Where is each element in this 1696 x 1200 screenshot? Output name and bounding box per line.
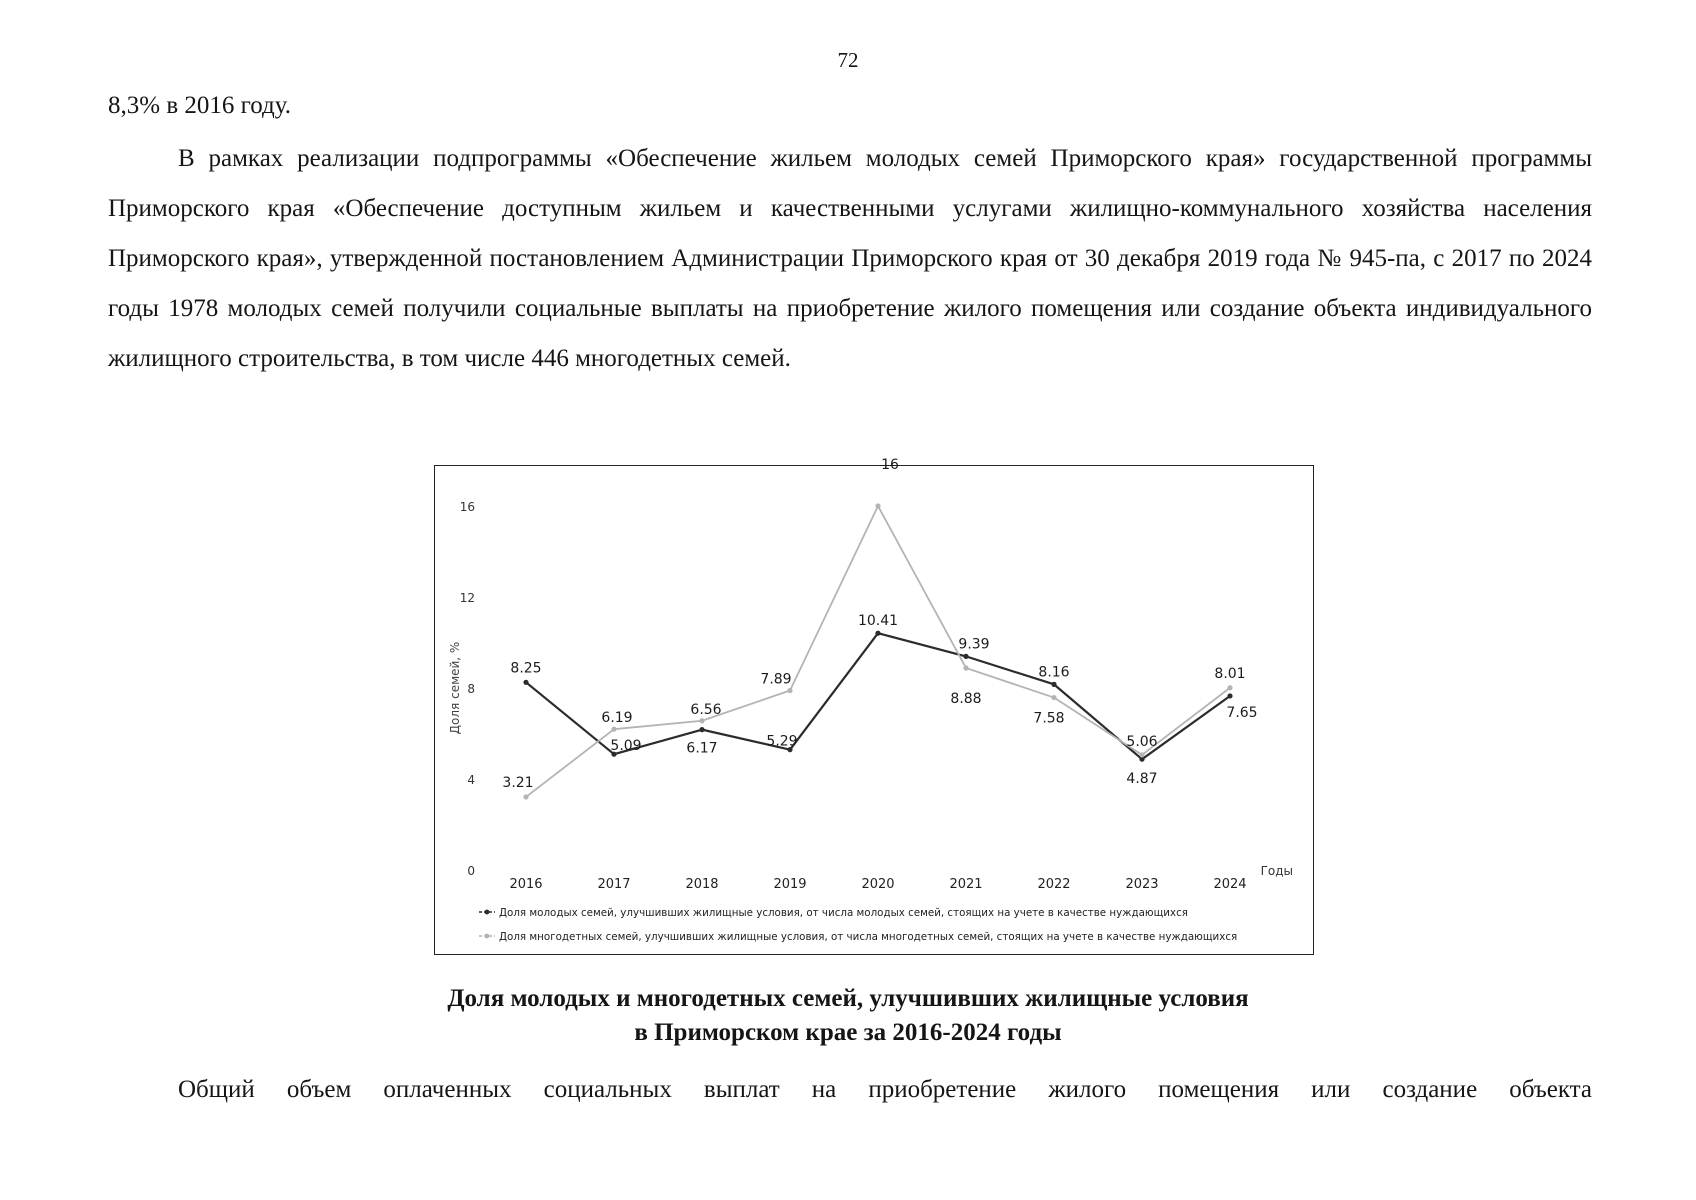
data-point xyxy=(1227,693,1232,698)
data-label: 7.65 xyxy=(1226,704,1258,721)
y-tick-label: 8 xyxy=(467,682,475,696)
legend-marker-1 xyxy=(485,910,490,915)
data-label: 5.29 xyxy=(766,733,798,750)
data-point xyxy=(1139,752,1144,757)
data-point xyxy=(963,665,968,670)
paragraph-continuation: 8,3% в 2016 году. xyxy=(108,92,292,119)
data-label: 7.58 xyxy=(1033,710,1065,727)
data-point xyxy=(787,688,792,693)
y-tick-label: 0 xyxy=(467,864,475,878)
chart-caption-line-1: Доля молодых и многодетных семей, улучшивших жилищные условия xyxy=(447,985,1249,1012)
data-point xyxy=(523,794,528,799)
data-label: 7.89 xyxy=(760,671,792,688)
data-point xyxy=(611,727,616,732)
x-tick-label: 2023 xyxy=(1125,877,1159,892)
chart-caption-line-2: в Приморском крае за 2016-2024 годы xyxy=(634,1019,1062,1046)
x-tick-label: 2018 xyxy=(685,877,719,892)
data-label: 4.87 xyxy=(1126,771,1158,788)
paragraph-payments: Общий объем оплаченных социальных выплат на приобретение жилого помещения или создание объекта xyxy=(178,1076,1592,1103)
data-point xyxy=(1051,695,1056,700)
data-point xyxy=(699,727,704,732)
x-tick-label: 2020 xyxy=(861,877,895,892)
line-chart xyxy=(435,457,1315,956)
x-tick-label: 2021 xyxy=(949,877,983,892)
data-point xyxy=(523,680,528,685)
data-label: 6.56 xyxy=(690,701,722,718)
data-label: 8.16 xyxy=(1038,664,1070,681)
x-tick-label: 2022 xyxy=(1037,877,1071,892)
y-tick-label: 12 xyxy=(459,591,475,605)
data-label: 8.88 xyxy=(950,690,982,707)
x-tick-label: 2024 xyxy=(1213,877,1247,892)
y-axis-label: Доля семей, % xyxy=(448,641,462,735)
legend-marker-2 xyxy=(485,934,490,939)
data-label: 6.19 xyxy=(601,710,633,727)
legend-entry: Доля многодетных семей, улучшивших жилищные условия, от числа многодетных семей, стоящих на учете в качестве нуждающихся xyxy=(499,931,1238,943)
x-tick-label: 2016 xyxy=(509,877,543,892)
data-label: 16 xyxy=(881,457,899,473)
data-label: 9.39 xyxy=(958,636,990,653)
data-point xyxy=(875,631,880,636)
chart-caption xyxy=(0,982,1696,1050)
x-tick-label: 2019 xyxy=(773,877,807,892)
data-point xyxy=(875,503,880,508)
x-tick-label: 2017 xyxy=(597,877,631,892)
data-point xyxy=(1227,685,1232,690)
data-label: 3.21 xyxy=(502,774,534,791)
data-point xyxy=(1051,682,1056,687)
data-label: 5.09 xyxy=(610,738,642,755)
paragraph-subprogram: В рамках реализации подпрограммы «Обеспечение жильем молодых семей Приморского края» государственной программы Приморского края «Обеспечение доступным жильем и качественными услугами жилищно-коммунального хозяйства населения Приморского края», утвержденной постановлением Администрации Приморского края от 30 декабря 2019 года № 945-па, с 2017 по 2024 годы 1978 молодых семей получили социальные выплаты на приобретение жилого помещения или создание объекта индивидуального жилищного строительства, в том числе 446 многодетных семей. xyxy=(108,145,1592,372)
legend-entry: Доля молодых семей, улучшивших жилищные условия, от числа молодых семей, стоящих на учете в качестве нуждающихся xyxy=(499,907,1188,919)
y-tick-label: 16 xyxy=(459,500,475,514)
data-label: 8.25 xyxy=(510,660,542,677)
x-axis-label: Годы xyxy=(1260,864,1293,878)
chart-frame xyxy=(434,457,1314,955)
data-label: 6.17 xyxy=(686,740,718,757)
page-number: 72 xyxy=(837,48,859,72)
data-label: 5.06 xyxy=(1126,733,1158,750)
y-tick-label: 4 xyxy=(467,773,475,787)
data-label: 10.41 xyxy=(857,613,899,630)
data-point xyxy=(699,718,704,723)
data-point xyxy=(963,654,968,659)
data-label: 8.01 xyxy=(1214,665,1246,682)
